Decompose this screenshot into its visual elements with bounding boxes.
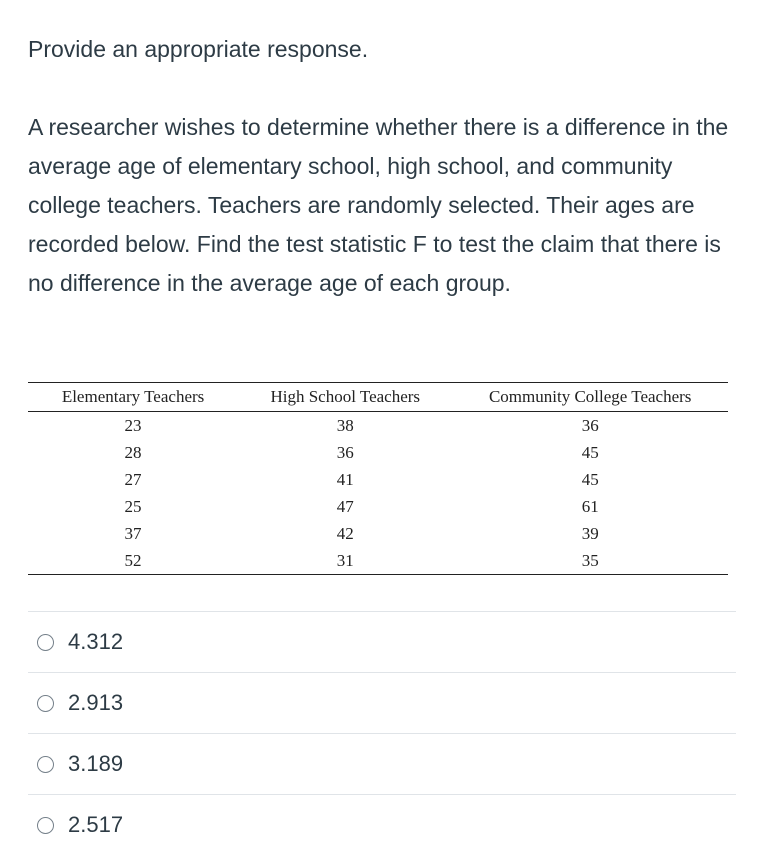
radio-button[interactable] [37,695,54,712]
table-cell: 27 [124,470,142,489]
table-cell: 23 [124,416,142,435]
ages-table [28,382,728,575]
radio-button[interactable] [37,634,54,651]
table-cell: 42 [336,524,354,543]
column-header-elementary: Elementary Teachers [61,387,205,406]
radio-button[interactable] [37,756,54,773]
answer-option-label: 3.189 [68,751,124,776]
radio-button[interactable] [37,817,54,834]
answer-option-4[interactable] [28,794,736,855]
instruction-text: Provide an appropriate response. [28,36,369,62]
table-cell: 61 [581,497,599,516]
table-cell: 25 [124,497,142,516]
table-row [28,466,728,493]
column-header-high-school: High School Teachers [270,387,421,406]
table-cell: 35 [581,551,599,570]
answer-options [28,611,736,855]
table-row [28,439,728,466]
column-header-community-college: Community College Teachers [488,387,692,406]
table-row [28,412,728,440]
question-text: A researcher wishes to determine whether there is a difference in the average age of elementary school, high school, and community college teachers. Teachers are randomly selected. Their ages are recorded below. Find the test statistic F to test the claim that there is no difference in the average age of each group. [28,114,729,296]
answer-option-label: 4.312 [68,629,124,654]
answer-option-1[interactable] [28,611,736,672]
table-cell: 39 [581,524,599,543]
table-cell: 45 [581,443,599,462]
table-cell: 45 [581,470,599,489]
table-cell: 28 [124,443,142,462]
table-cell: 41 [336,470,354,489]
answer-option-2[interactable] [28,672,736,733]
table-cell: 37 [124,524,142,543]
answer-option-label: 2.913 [68,690,124,715]
table-cell: 47 [336,497,354,516]
table-cell: 31 [336,551,354,570]
table-row [28,493,728,520]
table-cell: 36 [336,443,354,462]
table-cell: 36 [581,416,599,435]
answer-option-label: 2.517 [68,812,124,837]
table-cell: 52 [124,551,142,570]
table-header-row [28,383,728,412]
table-row [28,547,728,575]
answer-option-3[interactable] [28,733,736,794]
table-cell: 38 [336,416,354,435]
table-row [28,520,728,547]
